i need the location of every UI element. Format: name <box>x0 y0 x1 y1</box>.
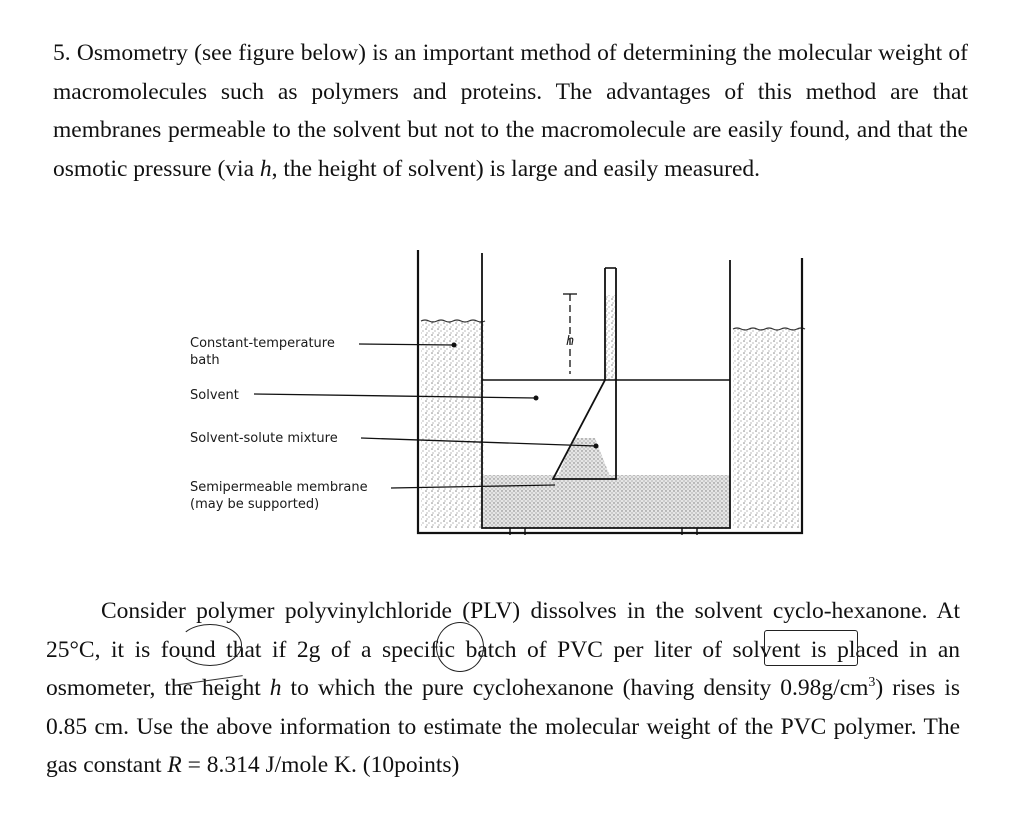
problem-number: 5. <box>53 40 71 66</box>
question-paragraph <box>46 592 960 785</box>
label-membrane-1: Semipermeable membrane <box>190 480 368 495</box>
label-bath-1: Constant-temperature <box>190 336 335 351</box>
mixture-fluid <box>482 475 730 528</box>
question-variable-h: h <box>269 675 282 701</box>
flask-fluid <box>557 438 611 479</box>
bath-right-fluid <box>733 329 799 528</box>
height-label: h <box>566 334 575 349</box>
handwritten-box-per-liter <box>764 630 858 666</box>
bath-left-fluid <box>421 321 485 528</box>
label-mixture: Solvent-solute mixture <box>190 431 338 446</box>
problem-intro-paragraph <box>53 34 968 188</box>
intro-text-end: , the height of solvent) is large and easily measured. <box>271 155 760 182</box>
question-text-3: ) rises is 0.85 cm. Use the above information to estimate the molecular weight of the PVC polymer. The gas constant <box>46 675 960 778</box>
question-text-1: Consider polymer polyvinylchloride (PLV) dissolves in the solvent cyclo-hexanone. At 25°C, it is found that if 2g of a specific batch of PVC per liter of solvent is placed in an osmometer, the height <box>46 598 960 701</box>
question-text-4: = 8.314 J/mole K. (10points) <box>181 752 460 778</box>
handwritten-circle-temperature <box>178 624 242 666</box>
osmometer-figure <box>185 250 815 550</box>
label-membrane-2: (may be supported) <box>190 497 320 512</box>
label-solvent: Solvent <box>190 388 239 403</box>
density-exponent: 3 <box>868 675 876 690</box>
intro-variable-h: h <box>259 155 272 182</box>
question-variable-r: R <box>167 752 182 778</box>
handwritten-circle-mass <box>436 622 484 672</box>
intro-text: Osmometry (see figure below) is an important method of determining the molecular weight of macromolecules such as polymers and proteins. The advantages of this method are that membranes permeable to the solvent but not to the macromolecule are easily found, and that the osmotic pressure (via <box>53 40 968 182</box>
label-bath-2: bath <box>190 353 220 368</box>
tube-fluid <box>606 295 615 380</box>
question-text-2: to which the pure cyclohexanone (having density 0.98g/cm <box>281 675 869 701</box>
